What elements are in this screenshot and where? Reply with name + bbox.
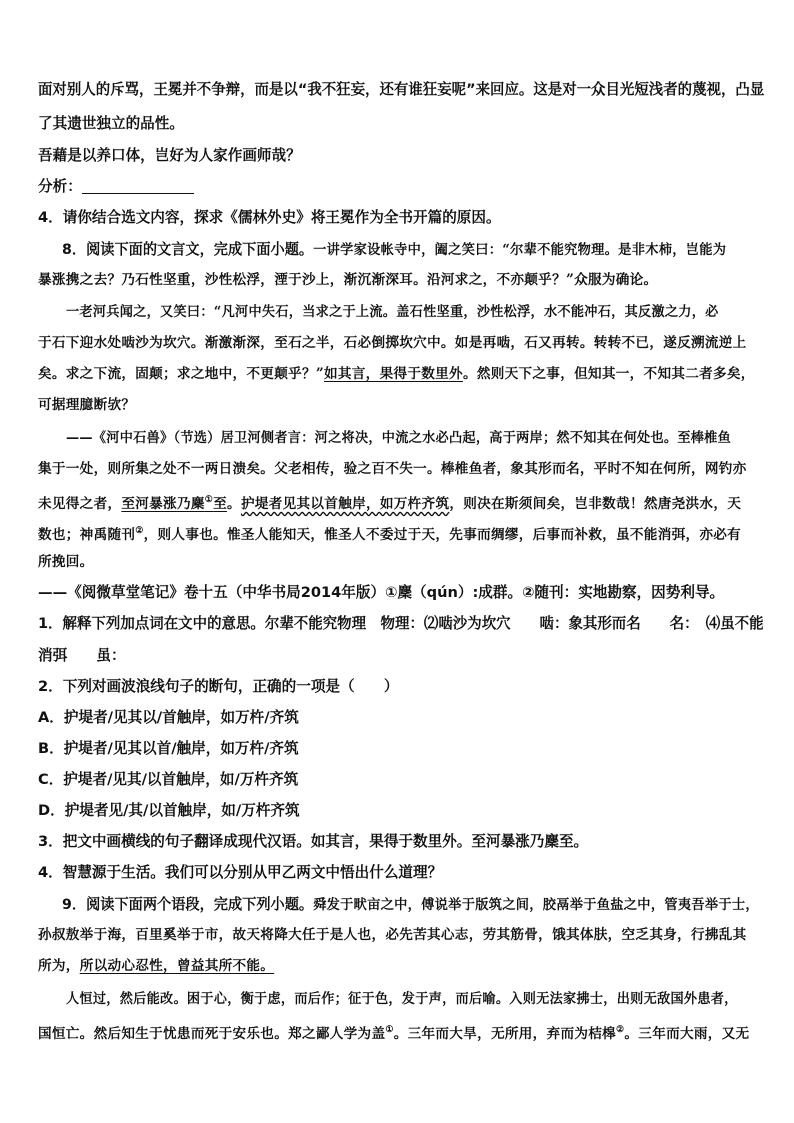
sub-question-4: 4．智慧源于生活。我们可以分别从甲乙两文中悟出什么道理？ — [38, 864, 443, 881]
passage-a-line-4: 于石下迎水处啮沙为坎穴。渐激渐深，至石之半，石必倒掷坎穴中。如是再啮，石又再转。转转不已，遂反溯流逆上 — [38, 335, 747, 351]
underlined-sentence-3: 所以动心忍性，曾益其所不能。 — [79, 958, 275, 974]
quote-line: 吾藉是以养口体，岂好为人家作画师哉？ — [38, 147, 301, 164]
passage-c-line-4: 人恒过，然后能改。困于心，衡于虑，而后作；征于色，发于声，而后喻。入则无法家拂士，出则无敌国外患者， — [66, 991, 738, 1007]
sub-question-2: 2．下列对画波浪线句子的断句，正确的一项是（ ） — [38, 678, 399, 695]
passage-a-line-5 — [38, 364, 760, 384]
passage-c-line-5 — [38, 1020, 760, 1044]
question-9-instruction: 9．阅读下面两个语段，完成下列小题。 — [62, 896, 314, 913]
option-a[interactable]: A．护堤者/见其以/首触岸，如万杵/齐筑 — [38, 709, 299, 726]
passage-text: ，则决在斯须间矣，岂非数哉！然唐尧洪水，天 — [449, 496, 742, 512]
underlined-sentence-1: 如其言，果得于数里外 — [324, 366, 463, 382]
passage-c-line-2: 孙叔敖举于海，百里奚举于市，故天将降大任于是人也，必先苦其心志，劳其筋骨，饿其体肤，空乏其身，行拂乱其 — [38, 927, 747, 943]
question-8-intro — [62, 239, 764, 260]
analysis-line-1: 面对别人的斥骂，王冕并不争辩，而是以“我不狂妄，还有谁狂妄呢”来回应。这是对一众目光短浅者的蔑视，凸显 — [38, 81, 765, 98]
passage-b-line-2: 集于一处，则所集之处不一两日溃矣。父老相传，验之百不失一。棒椎鱼者，象其形而名，平时不知在何所，网钓亦 — [38, 461, 747, 477]
passage-text: 所为， — [38, 958, 80, 974]
passage-b-line-3 — [38, 490, 760, 514]
sub-question-1-cont: 消弭 虽： — [38, 647, 126, 664]
sub-question-1: 1．解释下列加点词在文中的意思。尔辈不能究物理 物理：⑵啮沙为坎穴 啮：象其形而名 名： ⑷虽不能 — [38, 615, 764, 632]
question-4-prev: 4．请你结合选文内容，探求《儒林外史》将王冕作为全书开篇的原因。 — [38, 209, 501, 226]
passage-b-line-4 — [38, 521, 760, 545]
sub-question-3: 3．把文中画横线的句子翻译成现代汉语。如其言，果得于数里外。至河暴涨乃麇至。 — [38, 833, 589, 850]
option-c[interactable]: C．护堤者/见其/以首触岸，如/万杵齐筑 — [38, 771, 299, 788]
passage-text: 。然则天下之事，但知其一，不知其二者多矣， — [462, 366, 755, 382]
passage-a-line-3: 一老河兵闻之，又笑曰：“凡河中失石，当求之于上流。盖石性坚重，沙性松浮，水不能冲石，其反激之力，必 — [66, 304, 719, 320]
passage-b-line-1: ——《河中石兽》（节选）居卫河侧者言：河之将决，中流之水必凸起，高于两岸；然不知其在何处也。至棒椎鱼 — [66, 430, 732, 446]
passage-a-line-1: 一讲学家设帐寺中，阖之笑曰：“尔辈不能究物理。是非木柿，岂能为 — [313, 242, 727, 258]
passage-a-line-2: 暴涨携之去？乃石性坚重，沙性松浮，湮于沙上，渐沉渐深耳。沿河求之，不亦颠乎？”众服为确论。 — [38, 272, 658, 288]
passage-c-line-3 — [38, 956, 760, 976]
passage-text: 未见得之者， — [38, 496, 122, 512]
passage-text: 。三年而大雨，又无 — [624, 1026, 750, 1042]
passage-a-line-6: 可据理臆断欤？ — [38, 397, 136, 413]
underlined-sentence-2 — [121, 496, 227, 512]
passage-text: 。 — [227, 496, 241, 512]
question-9-intro — [62, 894, 764, 915]
footnote-marker: ① — [385, 1025, 394, 1035]
passage-text: 至 — [213, 496, 228, 512]
answer-blank[interactable] — [82, 177, 194, 194]
footnote-marker: ① — [204, 495, 214, 505]
passage-text: 。三年而大旱，无所用，弃而为桔槔 — [393, 1026, 617, 1042]
passage-c-line-1: 舜发于畎亩之中，傅说举于版筑之间，胶鬲举于鱼盐之中，管夷吾举于士， — [313, 897, 759, 913]
passage-text: 数也；神禹随刊 — [38, 527, 136, 543]
passage-text: ，则人事也。惟圣人能知天，惟圣人不委过于天，先事而绸缪，后事而补救，虽不能消弭，亦必有 — [143, 527, 742, 543]
passage-text: 矣。求之下流，固颠；求之地中，不更颠乎？” — [38, 366, 324, 382]
option-b[interactable]: B．护堤者/见其以首/触岸，如万杵/齐筑 — [38, 740, 299, 757]
analysis-line-2: 了其遗世独立的品性。 — [38, 115, 184, 132]
analysis-answer-line — [38, 177, 760, 197]
passage-b-line-5: 所挽回。 — [38, 554, 94, 570]
passage-text: 国恒亡。然后知生于忧患而死于安乐也。郑之鄙人学为盖 — [38, 1026, 386, 1042]
question-8-instruction: 8．阅读下面的文言文，完成下面小题。 — [62, 241, 314, 258]
wavy-underlined-sentence: 护堤者见其以首触岸，如万杵齐筑 — [240, 496, 450, 512]
analysis-label: 分析： — [38, 178, 82, 195]
footnote-marker: ② — [135, 526, 144, 536]
option-d[interactable]: D．护堤者见/其/以首触岸，如/万杵齐筑 — [38, 802, 300, 819]
footnote-marker: ② — [616, 1025, 625, 1035]
source-and-footnotes: ——《阅微草堂笔记》卷十五（中华书局2014年版）①麇（qún）:成群。②随刊：实地勘察，因势利导。 — [38, 584, 725, 601]
passage-text: 至河暴涨乃麇 — [121, 496, 205, 512]
